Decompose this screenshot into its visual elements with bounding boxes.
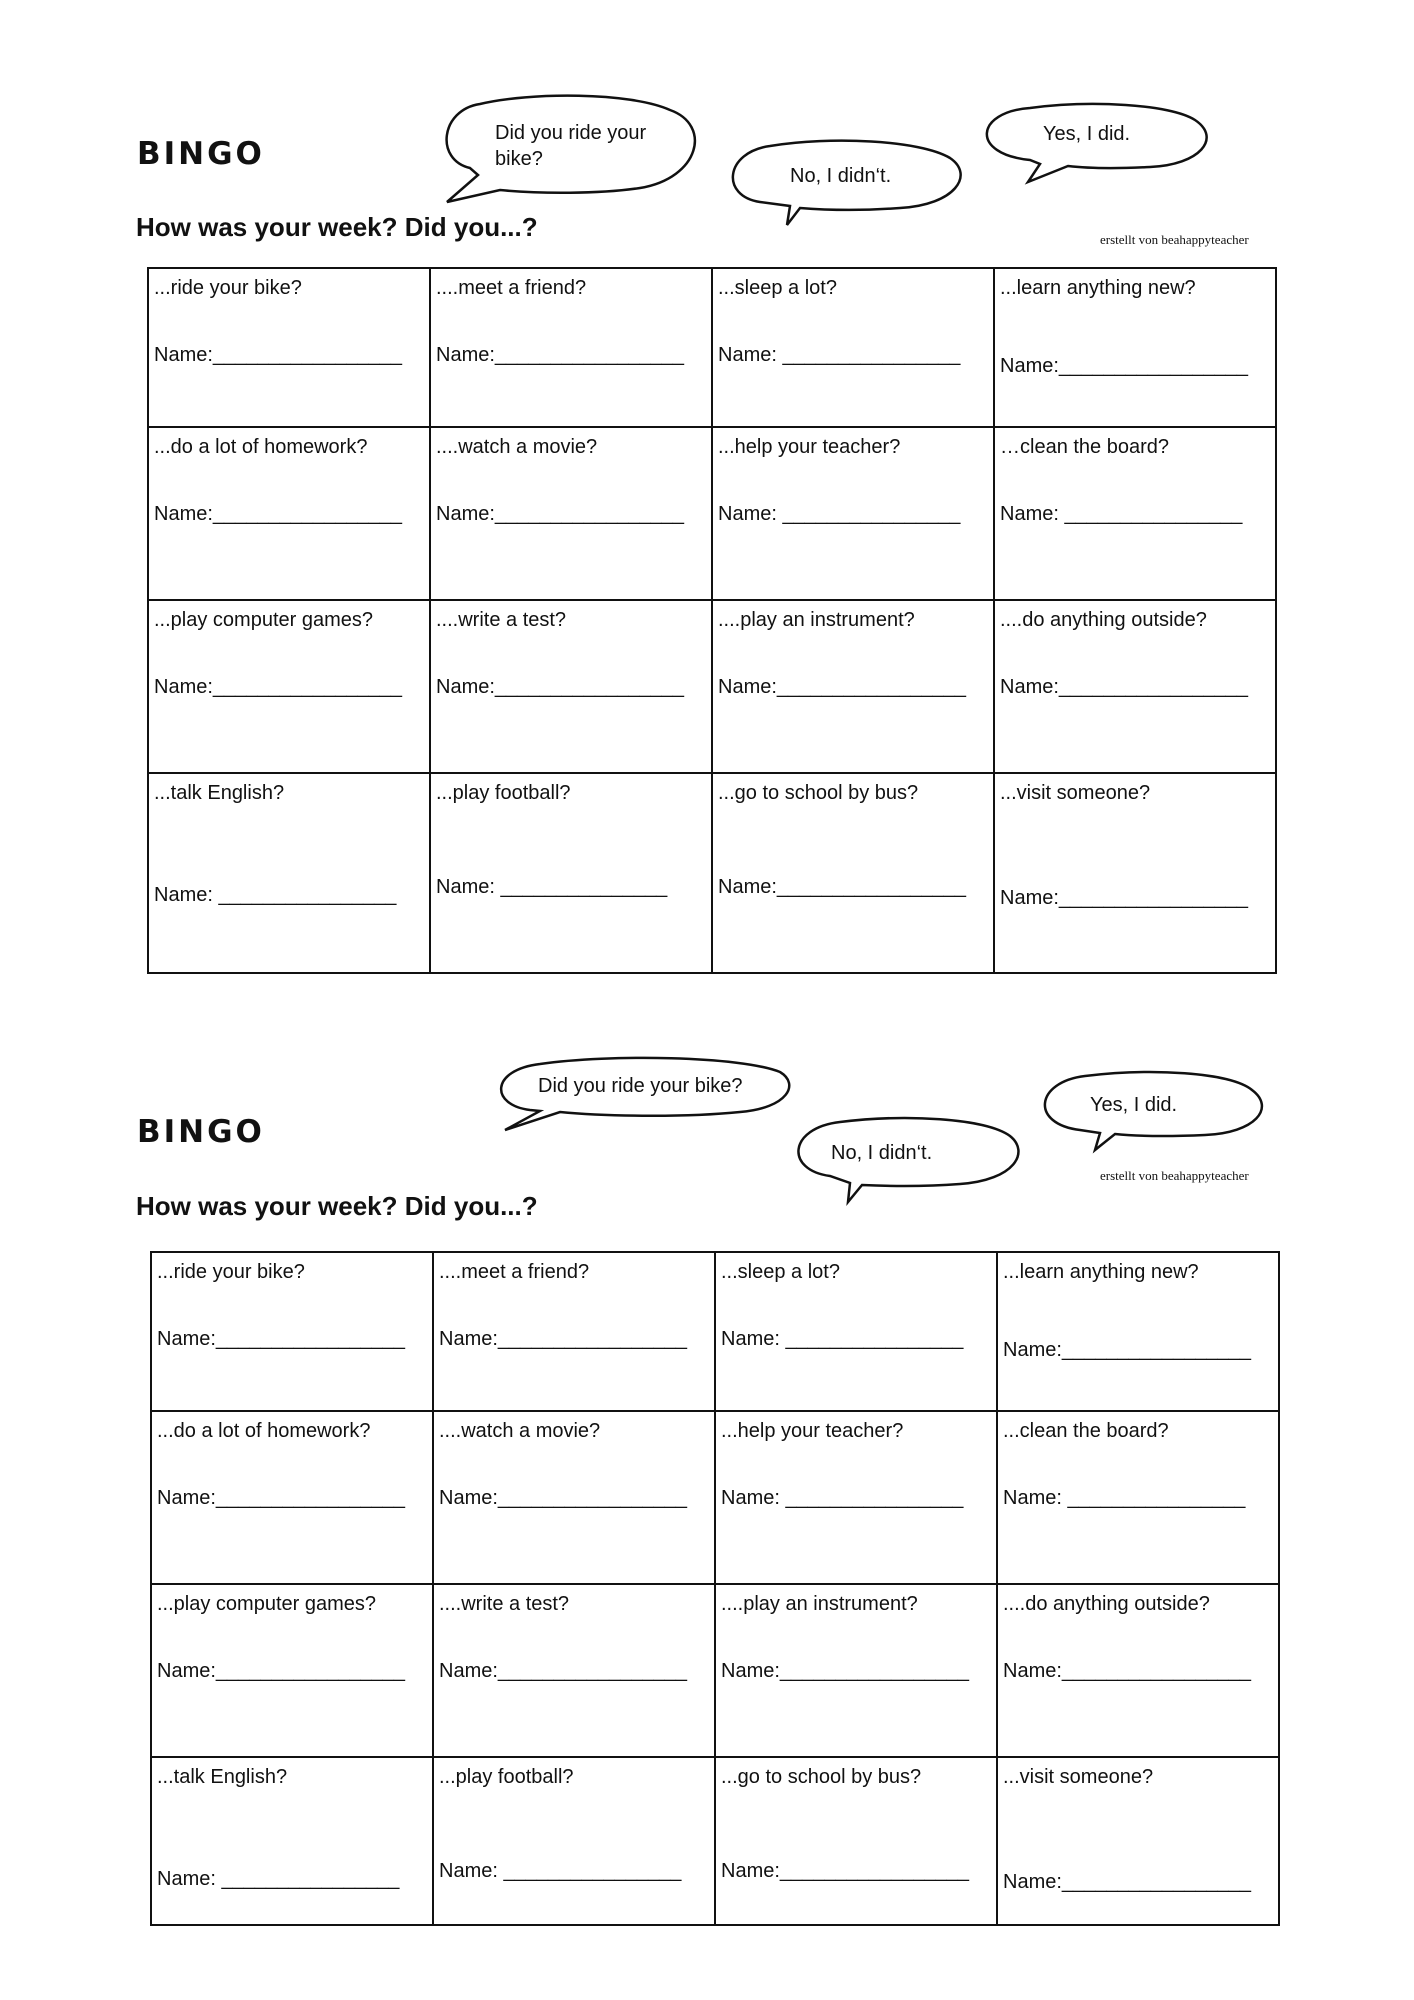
- bingo-cell: [997, 1252, 1279, 1411]
- cell-question: ...help your teacher?: [718, 436, 901, 458]
- cell-question: ...play computer games?: [154, 609, 373, 631]
- cell-question: ...sleep a lot?: [718, 277, 837, 299]
- name-field[interactable]: Name: ________________: [1000, 503, 1243, 525]
- bubble-yes-text: Yes, I did.: [1043, 123, 1131, 145]
- cell-question: ...learn anything new?: [1000, 277, 1196, 299]
- name-field[interactable]: Name:_________________: [1000, 676, 1248, 698]
- cell-question: ....meet a friend?: [439, 1261, 590, 1283]
- cell-question: ...do a lot of homework?: [157, 1420, 371, 1442]
- bingo-cell: [151, 1757, 433, 1925]
- name-field[interactable]: Name:_________________: [1003, 1339, 1251, 1361]
- bingo-cell: [433, 1411, 715, 1584]
- cell-question: ...talk English?: [157, 1766, 288, 1788]
- cell-question: ....watch a movie?: [439, 1420, 601, 1442]
- name-field[interactable]: Name:_________________: [718, 676, 966, 698]
- name-field[interactable]: Name: ________________: [718, 503, 961, 525]
- name-field[interactable]: Name:_________________: [1000, 887, 1248, 909]
- cell-question: ....do anything outside?: [1003, 1593, 1210, 1615]
- cell-question: ...learn anything new?: [1003, 1261, 1199, 1283]
- sheet-title: BINGO: [137, 136, 265, 172]
- sheet-subtitle: How was your week? Did you...?: [136, 1191, 538, 1221]
- name-field[interactable]: Name: ________________: [1003, 1487, 1246, 1509]
- cell-question: ....meet a friend?: [436, 277, 587, 299]
- bubble-no-text: No, I didn‘t.: [790, 165, 892, 187]
- cell-question: ...go to school by bus?: [718, 782, 919, 804]
- cell-question: ...visit someone?: [1000, 782, 1151, 804]
- name-field[interactable]: Name:_________________: [439, 1328, 687, 1350]
- name-field[interactable]: Name:_________________: [154, 503, 402, 525]
- cell-question: ....write a test?: [439, 1593, 570, 1615]
- bingo-cell: [151, 1584, 433, 1757]
- cell-question: ...talk English?: [154, 782, 285, 804]
- bingo-cell: [715, 1411, 997, 1584]
- bingo-cell: [715, 1252, 997, 1411]
- bingo-cell: [433, 1252, 715, 1411]
- cell-question: ....play an instrument?: [718, 609, 915, 631]
- bingo-cell: [997, 1411, 1279, 1584]
- bingo-cell: [433, 1584, 715, 1757]
- name-field[interactable]: Name: ________________: [439, 1860, 682, 1882]
- cell-question: …clean the board?: [1000, 436, 1170, 458]
- name-field[interactable]: Name: ________________: [721, 1487, 964, 1509]
- credit-text: erstellt von beahappyteacher: [1100, 1168, 1249, 1183]
- name-field[interactable]: Name:_________________: [436, 344, 684, 366]
- bubble-question-text: [538, 1073, 743, 1099]
- bingo-cell: [997, 1757, 1279, 1925]
- name-field[interactable]: Name: ________________: [154, 884, 397, 906]
- name-field[interactable]: Name:_________________: [1003, 1871, 1251, 1893]
- cell-question: ...ride your bike?: [157, 1261, 305, 1283]
- name-field[interactable]: Name:_________________: [1000, 355, 1248, 377]
- name-field[interactable]: Name:_________________: [436, 676, 684, 698]
- bubble-no-text: No, I didn‘t.: [831, 1142, 933, 1164]
- bingo-cell: [715, 1584, 997, 1757]
- name-field[interactable]: Name: ________________: [721, 1328, 964, 1350]
- name-field[interactable]: Name:_________________: [157, 1660, 405, 1682]
- sheet-title: BINGO: [137, 1114, 265, 1150]
- name-field[interactable]: Name:_________________: [154, 676, 402, 698]
- name-field[interactable]: Name:_________________: [721, 1660, 969, 1682]
- cell-question: ...play football?: [439, 1766, 574, 1788]
- name-field[interactable]: Name: ________________: [718, 344, 961, 366]
- cell-question: ...play football?: [436, 782, 571, 804]
- bubble-line: Did you ride your: [495, 122, 647, 144]
- name-field[interactable]: Name: _______________: [436, 876, 668, 898]
- bingo-cell: [151, 1252, 433, 1411]
- cell-question: ...visit someone?: [1003, 1766, 1154, 1788]
- cell-question: ...clean the board?: [1003, 1420, 1169, 1442]
- cell-question: ....watch a movie?: [436, 436, 598, 458]
- cell-question: ...go to school by bus?: [721, 1766, 922, 1788]
- bingo-cell: [997, 1584, 1279, 1757]
- cell-question: ...do a lot of homework?: [154, 436, 368, 458]
- sheet-subtitle: How was your week? Did you...?: [136, 212, 538, 242]
- bubble-line: bike?: [495, 148, 543, 170]
- bingo-grid: [150, 1251, 1280, 1926]
- name-field[interactable]: Name:_________________: [1003, 1660, 1251, 1682]
- name-field[interactable]: Name:_________________: [157, 1487, 405, 1509]
- cell-question: ...ride your bike?: [154, 277, 302, 299]
- cell-question: ....write a test?: [436, 609, 567, 631]
- name-field[interactable]: Name:_________________: [718, 876, 966, 898]
- cell-question: ...play computer games?: [157, 1593, 376, 1615]
- name-field[interactable]: Name:_________________: [721, 1860, 969, 1882]
- bubble-line: Did you ride your bike?: [538, 1075, 743, 1097]
- bingo-cell: [151, 1411, 433, 1584]
- cell-question: ....do anything outside?: [1000, 609, 1207, 631]
- bingo-cell: [433, 1757, 715, 1925]
- credit-text: erstellt von beahappyteacher: [1100, 232, 1249, 247]
- name-field[interactable]: Name:_________________: [154, 344, 402, 366]
- cell-question: ....play an instrument?: [721, 1593, 918, 1615]
- cell-question: ...help your teacher?: [721, 1420, 904, 1442]
- name-field[interactable]: Name: ________________: [157, 1868, 400, 1890]
- cell-question: ...sleep a lot?: [721, 1261, 840, 1283]
- name-field[interactable]: Name:_________________: [157, 1328, 405, 1350]
- name-field[interactable]: Name:_________________: [436, 503, 684, 525]
- name-field[interactable]: Name:_________________: [439, 1487, 687, 1509]
- bingo-cell: [715, 1757, 997, 1925]
- name-field[interactable]: Name:_________________: [439, 1660, 687, 1682]
- bubble-yes-text: Yes, I did.: [1090, 1094, 1178, 1116]
